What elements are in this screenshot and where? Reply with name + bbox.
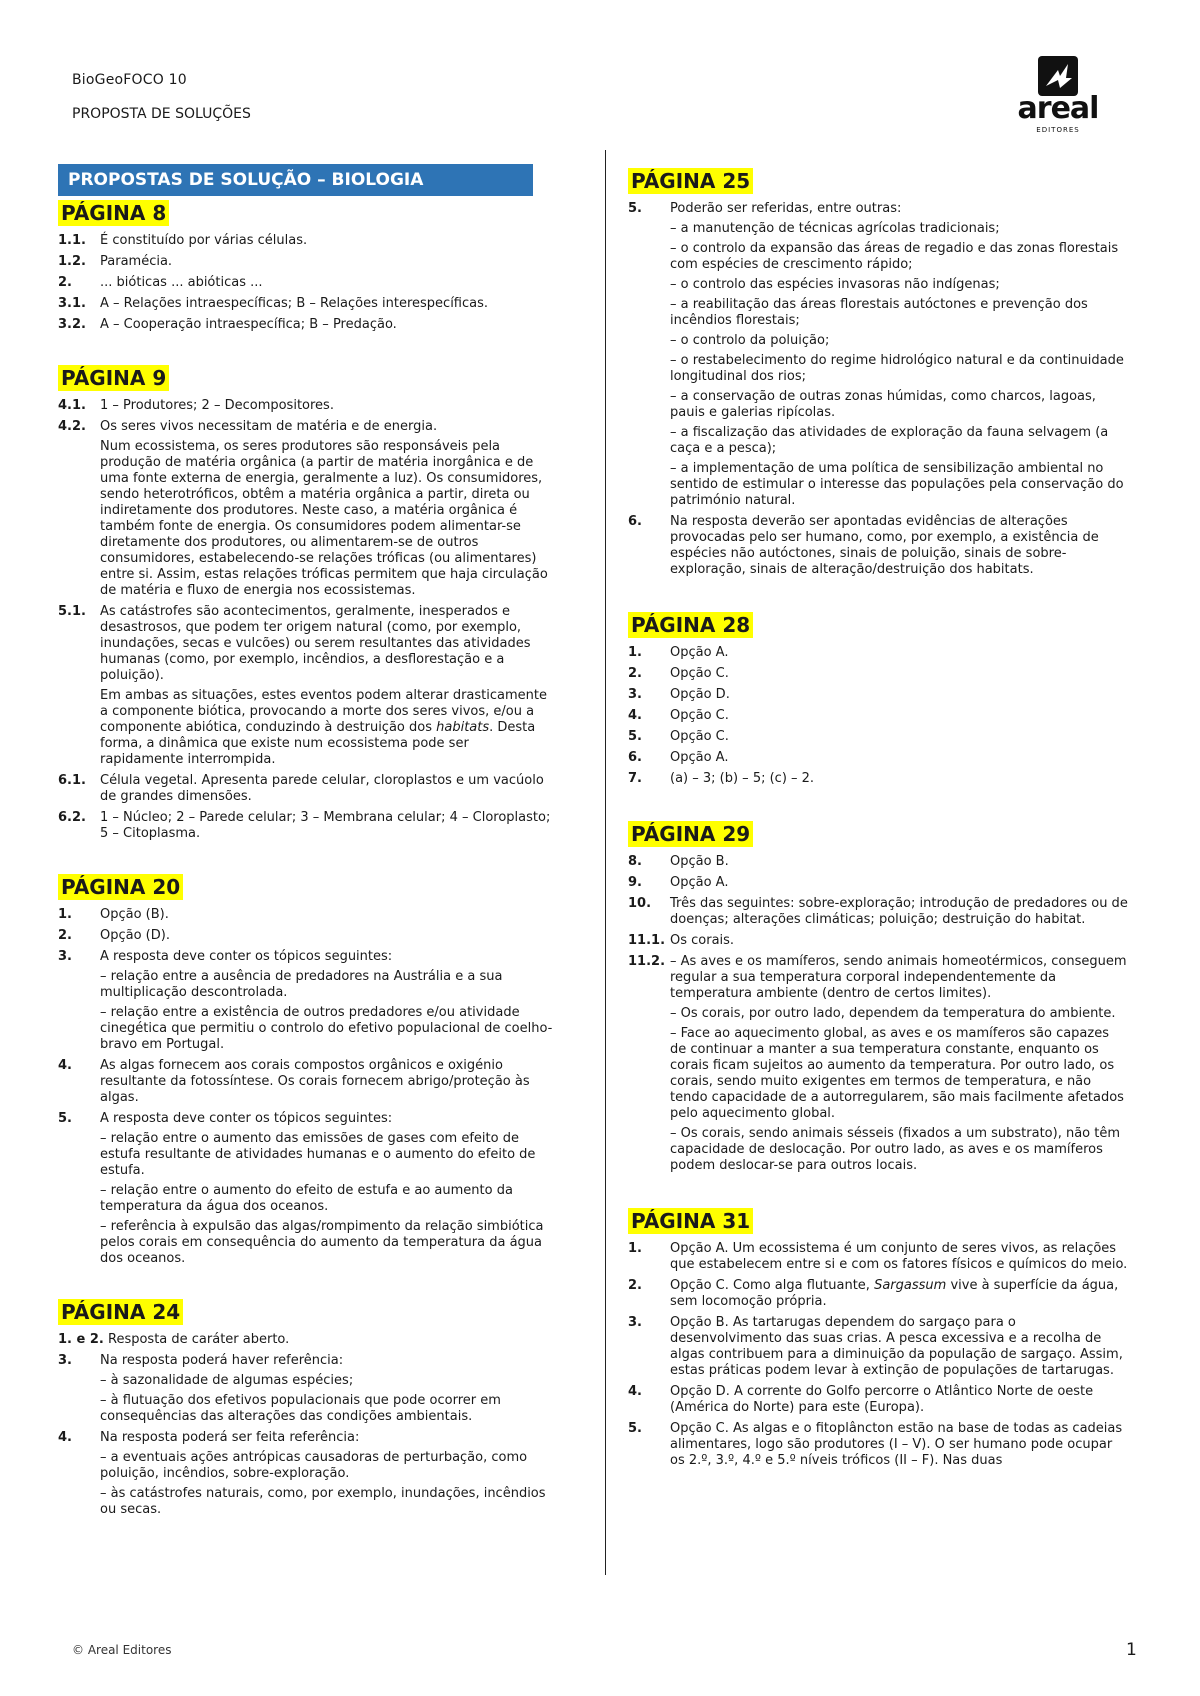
- answer-paragraph: Em ambas as situações, estes eventos podem alterar drasticamente a componente biótica, provocando a morte dos seres vivos, e/ou a componente abiótica, conduzindo à destruição dos habitats. Desta forma, a dinâmica que existe num ecossistema pode ser rapidamente interrompida.: [100, 688, 547, 767]
- list-item: 5. Opção C.: [628, 729, 729, 744]
- list-item: 1. Opção (B).: [58, 907, 169, 922]
- list-item: 3. Na resposta poderá haver referência:: [58, 1353, 344, 1368]
- list-item: 5. Poderão ser referidas, entre outras:: [628, 201, 902, 216]
- answer-bullet: – o controlo da expansão das áreas de regadio e das zonas florestais com espécies de crescimento rápido;: [670, 241, 1119, 272]
- list-item: 1. Opção A.: [628, 645, 729, 660]
- list-item: 5. A resposta deve conter os tópicos seguintes:: [58, 1111, 393, 1126]
- list-item: 7. (a) – 3; (b) – 5; (c) – 2.: [628, 771, 815, 786]
- list-item: 3. Opção B. As tartarugas dependem do sargaço para o desenvolvimento das suas crias. A pesca excessiva e a recolha de algas contribuem para a diminuição da população de sargaço. Assim, estas práticas podem levar à extinção de populações de tartarugas.: [628, 1315, 1123, 1378]
- logo-wordmark: areal: [1017, 91, 1099, 126]
- answer-bullet: – a reabilitação das áreas florestais autóctones e prevenção dos incêndios florestais;: [670, 297, 1088, 328]
- list-item: 4. As algas fornecem aos corais compostos orgânicos e oxigénio resultante da fotossíntese. Os corais fornecem abrigo/proteção às algas.: [58, 1058, 530, 1105]
- list-item: 5. Opção C. As algas e o fitoplâncton estão na base de todas as cadeias alimentares, logo são produtores (I – V). O ser humano pode ocupar os 2.º, 3.º, 4.º e 5.º níveis tróficos (II – F). Nas duas: [628, 1421, 1123, 1468]
- answer-bullet: – a fiscalização das atividades de exploração da fauna selvagem (a caça e a pesca);: [670, 425, 1109, 456]
- answer-bullet: – Os corais, por outro lado, dependem da temperatura do ambiente.: [670, 1006, 1116, 1021]
- list-item: 4. Na resposta poderá ser feita referência:: [58, 1430, 360, 1445]
- list-item: 1.1. É constituído por várias células.: [58, 233, 308, 248]
- page-heading: PÁGINA 8: [58, 200, 169, 226]
- section-banner: PROPOSTAS DE SOLUÇÃO – BIOLOGIA: [58, 164, 533, 196]
- document-subtitle: PROPOSTA DE SOLUÇÕES: [72, 106, 251, 122]
- list-item: 1. e 2. Resposta de caráter aberto.: [58, 1332, 290, 1347]
- list-item: 6.2. 1 – Núcleo; 2 – Parede celular; 3 – Membrana celular; 4 – Cloroplasto; 5 – Citoplasma.: [58, 810, 551, 841]
- column-divider: [605, 150, 606, 1575]
- p8-list: [58, 233, 553, 333]
- answer-bullet: – Os corais, sendo animais sésseis (fixados a um substrato), não têm capacidade de deslocação. Por outro lado, as aves e os mamíferos podem deslocar-se para outros locais.: [670, 1126, 1121, 1173]
- list-item: 1.2. Paramécia.: [58, 254, 173, 269]
- answer-bullet: – referência à expulsão das algas/rompimento da relação simbiótica pelos corais em consequência do aumento da temperatura da água dos oceanos.: [100, 1219, 544, 1266]
- answer-bullet: – o controlo da poluição;: [670, 333, 830, 348]
- list-item: 2. ... bióticas ... abióticas ...: [58, 275, 263, 290]
- answer-bullet: – o controlo das espécies invasoras não indígenas;: [670, 277, 1000, 292]
- list-item: 6.1. Célula vegetal. Apresenta parede celular, cloroplastos e um vacúolo de grandes dimensões.: [58, 773, 544, 804]
- list-item: 4. Opção D. A corrente do Golfo percorre o Atlântico Norte de oeste (América do Norte) para este (Europa).: [628, 1384, 1094, 1415]
- page-heading: PÁGINA 20: [58, 874, 183, 900]
- logo-subtext: EDITORES: [1036, 126, 1080, 134]
- list-item: 2. Opção (D).: [58, 928, 170, 943]
- list-item: 9. Opção A.: [628, 875, 729, 890]
- answer-bullet: – relação entre o aumento das emissões de gases com efeito de estufa resultante de atividades humanas e o aumento do efeito de estufa.: [100, 1131, 536, 1178]
- list-item: 4.2. Os seres vivos necessitam de matéria e de energia.: [58, 419, 438, 434]
- page-heading: PÁGINA 24: [58, 1299, 183, 1325]
- answer-bullet: – a implementação de uma política de sensibilização ambiental no sentido de estimular o interesse das populações pela conservação do património natural.: [670, 461, 1124, 508]
- list-item: 1. Opção A. Um ecossistema é um conjunto de seres vivos, as relações que estabelecem entre si e com os fatores físicos e químicos do meio.: [628, 1241, 1128, 1272]
- page-number: 1: [1126, 1640, 1137, 1660]
- answer-bullet: – a eventuais ações antrópicas causadoras de perturbação, como poluição, incêndios, sobre-exploração.: [100, 1450, 528, 1481]
- page-heading: PÁGINA 25: [628, 168, 753, 194]
- list-item: 3. Opção D.: [628, 687, 730, 702]
- page-heading: PÁGINA 29: [628, 821, 753, 847]
- list-item: 11.1. Os corais.: [628, 933, 735, 948]
- answer-bullet: – a conservação de outras zonas húmidas, como charcos, lagoas, pauis e galerias ripícolas.: [670, 389, 1096, 420]
- answer-bullet: – à sazonalidade de algumas espécies;: [100, 1373, 354, 1388]
- list-item: 4.1. 1 – Produtores; 2 – Decompositores.: [58, 398, 334, 413]
- list-item: 2. Opção C.: [628, 666, 729, 681]
- list-item: 6. Na resposta deverão ser apontadas evidências de alterações provocadas pelo ser humano, como, por exemplo, a existência de espécies não autóctones, sinais de poluição, sinais de sobre-exploração, sinais de alteração/destruição dos habitats.: [628, 514, 1099, 577]
- answer-bullet: – o restabelecimento do regime hidrológico natural e da continuidade longitudinal dos rios;: [670, 353, 1124, 384]
- publisher-logo: [1012, 56, 1104, 136]
- book-title: BioGeoFOCO 10: [72, 72, 187, 88]
- list-item: 4. Opção C.: [628, 708, 729, 723]
- list-item: 5.1. As catástrofes são acontecimentos, geralmente, inesperados e desastrosos, que podem ter origem natural (como, por exemplo, inundações, secas e vulcões) ou serem resultantes das atividades humanas (como, por exemplo, incêndios, a desflorestação e a poluição).: [58, 604, 531, 683]
- list-item: 3.2. A – Cooperação intraespecífica; B – Predação.: [58, 317, 397, 332]
- page-heading: PÁGINA 28: [628, 612, 753, 638]
- list-item: 6. Opção A.: [628, 750, 729, 765]
- answer-bullet: – relação entre a ausência de predadores na Austrália e a sua multiplicação descontrolada.: [100, 969, 503, 1000]
- list-item: 8. Opção B.: [628, 854, 729, 869]
- list-item: 10. Três das seguintes: sobre-exploração; introdução de predadores ou de doenças; alterações climáticas; poluição; destruição do habitat.: [628, 896, 1128, 927]
- list-item: 11.2. – As aves e os mamíferos, sendo animais homeotérmicos, conseguem regular a sua temperatura corporal independentemente da temperatura ambiente (dentro de certos limites).: [628, 954, 1127, 1001]
- left-column: [58, 164, 553, 1518]
- answer-bullet: – relação entre o aumento do efeito de estufa e ao aumento da temperatura da água dos oceanos.: [100, 1183, 513, 1214]
- answer-bullet: – a manutenção de técnicas agrícolas tradicionais;: [670, 221, 1000, 236]
- list-item: 2. Opção C. Como alga flutuante, Sargassum vive à superfície da água, sem locomoção própria.: [628, 1278, 1119, 1309]
- page-heading: PÁGINA 31: [628, 1208, 753, 1234]
- answer-bullet: – à flutuação dos efetivos populacionais que pode ocorrer em consequências das alterações das condições ambientais.: [100, 1393, 501, 1424]
- answer-bullet: – Face ao aquecimento global, as aves e os mamíferos são capazes de continuar a manter a sua temperatura constante, enquanto os corais ficam sujeitos ao aumento da temperatura. Por outro lado, os corais, sendo muito exigentes em termos de temperatura, e não tendo capacidade de a autorregularem, são mais facilmente afetados pelo aquecimento global.: [670, 1026, 1124, 1121]
- list-item: 3.1. A – Relações intraespecíficas; B – Relações interespecíficas.: [58, 296, 489, 311]
- copyright-footer: © Areal Editores: [72, 1643, 172, 1657]
- answer-bullet: – relação entre a existência de outros predadores e/ou atividade cinegética que permitiu o controlo do efetivo populacional de coelho-bravo em Portugal.: [100, 1005, 553, 1052]
- answer-paragraph: Num ecossistema, os seres produtores são responsáveis pela produção de matéria orgânica (a partir de matéria inorgânica e de uma fonte externa de energia, geralmente a luz). Os consumidores, sendo heterotróficos, obtêm a matéria orgânica a partir, direta ou indiretamente dos produtores. Neste caso, a matéria orgânica é também fonte de energia. Os consumidores podem alimentar-se diretamente dos produtores, ou alimentarem-se de outros consumidores, estabelecendo-se relações tróficas (ou alimentares) entre si. Assim, estas relações tróficas permitem que haja circulação de matéria e fluxo de energia nos ecossistemas.: [100, 439, 548, 598]
- right-column: [628, 164, 1128, 1469]
- page-heading: PÁGINA 9: [58, 365, 169, 391]
- list-item: 3. A resposta deve conter os tópicos seguintes:: [58, 949, 393, 964]
- answer-bullet: – às catástrofes naturais, como, por exemplo, inundações, incêndios ou secas.: [100, 1486, 546, 1517]
- logo-emblem-icon: [1038, 56, 1078, 96]
